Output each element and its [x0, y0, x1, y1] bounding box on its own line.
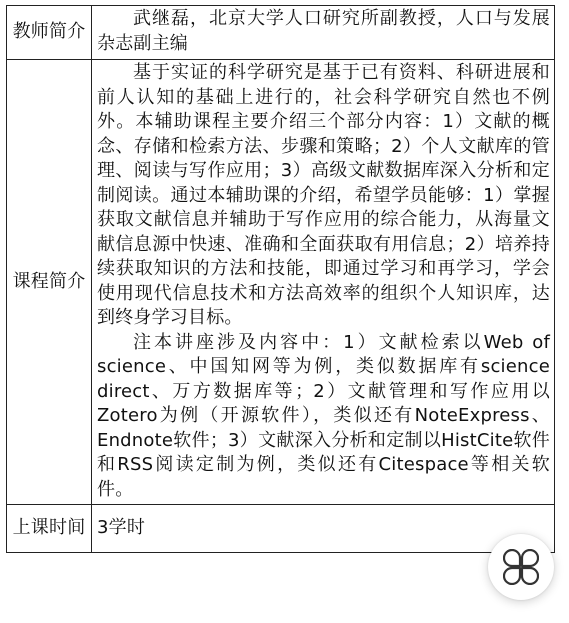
teacher-intro-row: [7, 6, 555, 60]
teacher-intro-label: 教师简介: [7, 6, 92, 60]
course-intro-label: 课程简介: [7, 60, 92, 505]
course-intro-paragraph: 基于实证的科学研究是基于已有资料、科研进展和前人认知的基础上进行的，社会科学研究自然也不例外。本辅助课程主要介绍三个部分内容：1）文献的概念、存储和检索方法、步骤和策略；2）个人文献库的管理、阅读与写作应用；3）高级文献数据库深入分析和定制阅读。通过本辅助课的介绍，希望学员能够：1）掌握获取文献信息并辅助于写作应用的综合能力，从海量文献信息源中快速、准确和全面获取有用信息；2）培养持续获取知识的方法和技能，即通过学习和再学习，学会使用现代信息技术和方法高效率的组织个人知识库，达到终身学习目标。: [97, 62, 550, 328]
course-info-table: [6, 5, 555, 553]
teacher-intro-text: 武继磊，北京大学人口研究所副教授，人口与发展杂志副主编: [97, 8, 550, 54]
class-time-row: [7, 505, 555, 553]
teacher-intro-content: [92, 6, 555, 60]
floating-menu-button[interactable]: [488, 534, 554, 600]
class-time-content: [92, 505, 555, 553]
class-time-label: 上课时间: [7, 505, 92, 553]
class-time-value: 3学时: [97, 516, 146, 538]
course-note-paragraph: 注本讲座涉及内容中：1）文献检索以Web of science、中国知网等为例，类似数据库有science direct、万方数据库等；2）文献管理和写作应用以Zotero为例（开源软件），类似还有NoteExpress、Endnote软件；3）文献深入分析和定制以HistCite软件和RSS阅读定制为例，类似还有Citespace等相关软件。: [97, 331, 550, 500]
course-intro-content: [92, 60, 555, 505]
four-petal-menu-icon: [503, 549, 539, 585]
course-intro-row: [7, 60, 555, 505]
